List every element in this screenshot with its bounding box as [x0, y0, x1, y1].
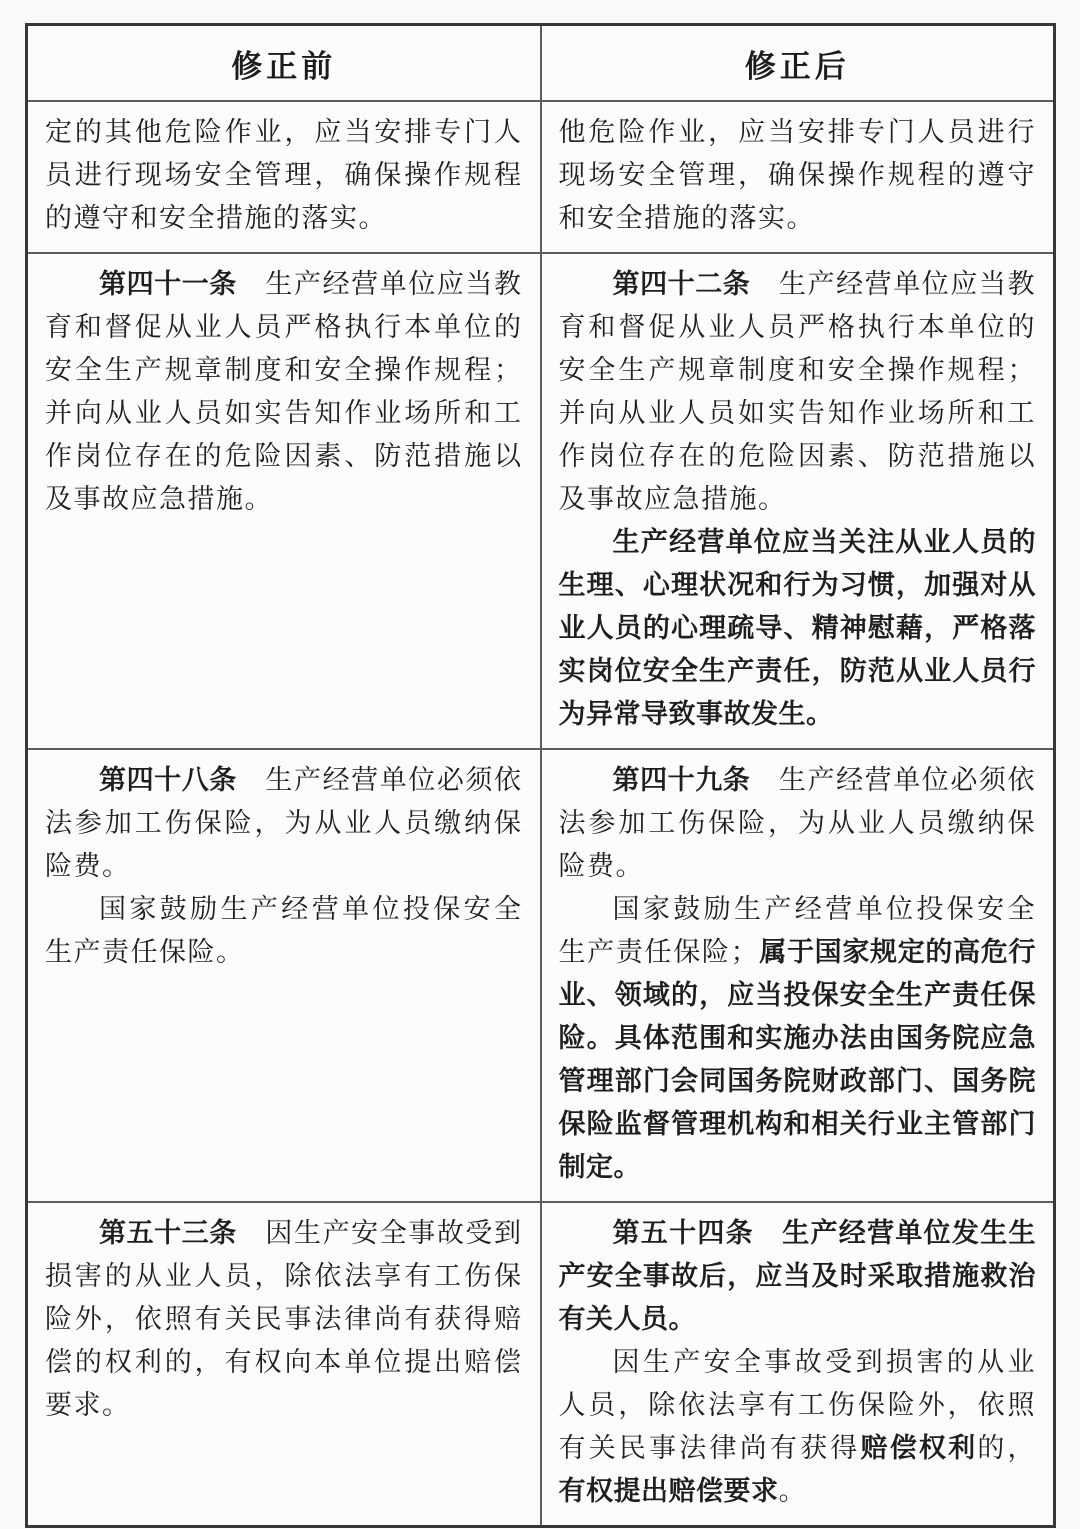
- paragraph: [559, 1341, 1037, 1513]
- amended-text: 生产经营单位应当关注从业人员的生理、心理状况和行为习惯，加强对从业人员的心理疏导、精神慰藉，严格落实岗位安全生产责任，防范从业人员行为异常导致事故发生。: [558, 527, 1036, 729]
- cell-before: [27, 1202, 541, 1527]
- body-text: 生产经营单位必须依法参加工伤保险，为从业人员缴纳保险费。: [558, 765, 1037, 881]
- body-text: 生产经营单位必须依法参加工伤保险，为从业人员缴纳保险费。: [45, 765, 523, 881]
- comparison-table-body: [27, 101, 1055, 1527]
- body-text: 生产经营单位应当教育和督促从业人员严格执行本单位的安全生产规章制度和安全操作规程；并向从业人员如实告知作业场所和工作岗位存在的危险因素、防范措施以及事故应急措施。: [558, 269, 1037, 514]
- body-text: 。: [778, 1476, 807, 1506]
- body-text: 国家鼓励生产经营单位投保安全生产责任保险；: [558, 894, 1036, 967]
- paragraph: [559, 1212, 1037, 1341]
- amended-text: 第四十九条: [612, 765, 751, 795]
- paragraph: [559, 521, 1037, 736]
- table-header-row: [27, 25, 1055, 102]
- table-row: [27, 1202, 1055, 1527]
- body-text: 因生产安全事故受到损害的从业人员，除依法享有工伤保险外，依照有关民事法律尚有获得赔偿的权利的，有权向本单位提出赔偿要求。: [45, 1218, 523, 1420]
- cell-before: [27, 253, 541, 749]
- cell-before: [27, 101, 541, 253]
- cell-after: [541, 1202, 1055, 1527]
- paragraph: [559, 111, 1037, 240]
- amendment-comparison-table: [25, 23, 1056, 1528]
- amended-text: 第五十三条: [99, 1218, 237, 1248]
- body-text: 因生产安全事故受到损害的从业人员，除依法享有工伤保险外，依照有关民事法律尚有获得: [558, 1347, 1036, 1463]
- paragraph: [559, 759, 1037, 888]
- paragraph: [45, 263, 523, 521]
- cell-after: [541, 253, 1055, 749]
- paragraph: [45, 1212, 523, 1427]
- body-text: 的，: [977, 1433, 1037, 1463]
- body-text: 国家鼓励生产经营单位投保安全生产责任保险。: [45, 894, 523, 967]
- amended-text: 第四十一条: [99, 269, 237, 299]
- paragraph: [559, 263, 1037, 521]
- paragraph: [45, 111, 523, 240]
- amended-text: 第四十八条: [99, 765, 237, 795]
- amended-text: 有权提出赔偿要求: [558, 1476, 779, 1506]
- table-row: [27, 101, 1055, 253]
- column-header-after: 修正后: [541, 25, 1055, 102]
- cell-after: [541, 101, 1055, 253]
- table-row: [27, 749, 1055, 1202]
- amended-text: 属于国家规定的高危行业、领域的，应当投保安全生产责任保险。具体范围和实施办法由国务院应急管理部门会同国务院财政部门、国务院保险监督管理机构和相关行业主管部门制定。: [558, 937, 1036, 1182]
- amended-text: 赔偿权利: [860, 1433, 978, 1463]
- body-text: 生产经营单位应当教育和督促从业人员严格执行本单位的安全生产规章制度和安全操作规程；并向从业人员如实告知作业场所和工作岗位存在的危险因素、防范措施以及事故应急措施。: [45, 269, 523, 514]
- cell-after: [541, 749, 1055, 1202]
- amended-text: 第四十二条: [612, 269, 751, 299]
- paragraph: [45, 759, 523, 888]
- body-text: 他危险作业，应当安排专门人员进行现场安全管理，确保操作规程的遵守和安全措施的落实。: [558, 117, 1036, 233]
- amended-text: 第五十四条 生产经营单位发生生产安全事故后，应当及时采取措施救治有关人员。: [558, 1218, 1036, 1334]
- table-row: [27, 253, 1055, 749]
- paragraph: [559, 888, 1037, 1189]
- column-header-before: 修正前: [27, 25, 541, 102]
- paragraph: [45, 888, 523, 974]
- cell-before: [27, 749, 541, 1202]
- body-text: 定的其他危险作业，应当安排专门人员进行现场安全管理，确保操作规程的遵守和安全措施的落实。: [45, 117, 523, 233]
